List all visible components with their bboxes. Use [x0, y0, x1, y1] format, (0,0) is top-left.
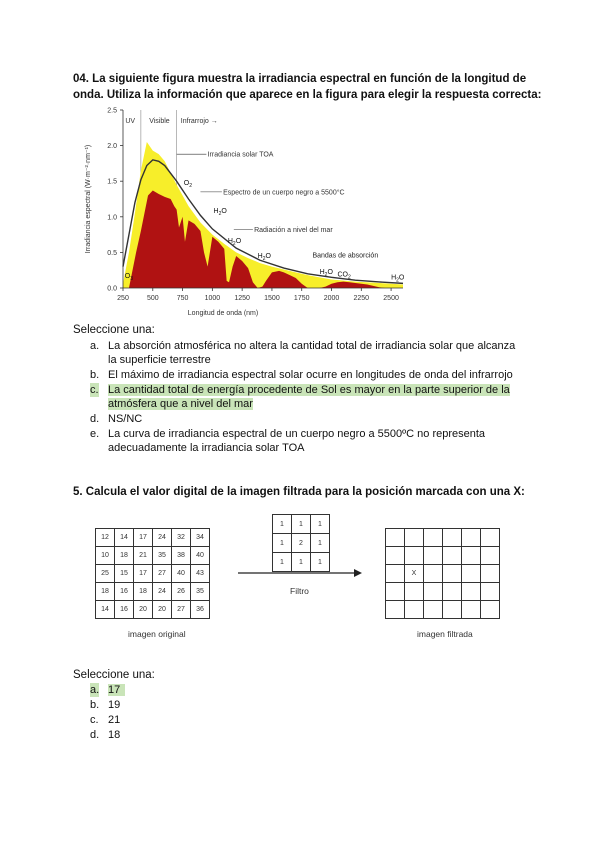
x-tick-label: 1500 [264, 295, 280, 302]
filtered-image-cell [405, 583, 424, 601]
region-label-visible: Visible [149, 118, 170, 125]
y-tick-label: 2.5 [107, 107, 117, 115]
question-4-prompt: Seleccione una: [73, 324, 155, 336]
x-tick-label: 750 [176, 295, 189, 302]
original-image-cell: 27 [172, 601, 191, 619]
x-tick-label: 2500 [383, 295, 399, 302]
x-tick-label: 500 [146, 295, 159, 302]
filter-kernel-cell: 2 [292, 534, 311, 553]
y-tick-label: 1.0 [107, 214, 117, 222]
filter-kernel-cell: 1 [273, 534, 292, 553]
filtered-image-cell [405, 601, 424, 619]
filter-kernel-cell: 1 [311, 553, 330, 572]
filter-kernel-cell: 1 [311, 515, 330, 534]
absorption-species-label: $H_2O$ [391, 274, 405, 284]
filtered-image-cell [462, 565, 481, 583]
original-image-cell: 32 [172, 529, 191, 547]
filtered-image-cell [481, 547, 500, 565]
absorption-species-label: $O_2$ [183, 179, 193, 189]
y-tick-label: 2.0 [107, 143, 117, 151]
original-image-cell: 20 [134, 601, 153, 619]
filtered-image-cell [443, 601, 462, 619]
question-4-option-e[interactable]: e. La curva de irradiancia espectral de un cuerpo negro a 5500ºC no representa adecuadamente la irradiancia solar TOA [90, 428, 486, 454]
filtered-image-cell [462, 583, 481, 601]
original-image-cell: 10 [96, 547, 115, 565]
annotation-blackbody: Espectro de un cuerpo negro a 5500°C [223, 189, 345, 197]
filtered-image-caption: imagen filtrada [417, 629, 473, 639]
x-tick-label: 1250 [234, 295, 250, 302]
absorption-species-label: $H_2O$ [213, 208, 227, 218]
original-image-cell: 18 [115, 547, 134, 565]
original-image-cell: 35 [153, 547, 172, 565]
y-tick-label: 0.0 [107, 285, 117, 293]
filtered-image-cell [424, 547, 443, 565]
original-image-cell: 17 [134, 529, 153, 547]
filtered-image-cell [462, 601, 481, 619]
filtered-image-cell [481, 601, 500, 619]
question-4-option-c-selected[interactable]: c. La cantidad total de energía procedente de Sol es mayor en la parte superior de la atmósfera que a nivel del mar [90, 384, 510, 410]
original-image-cell: 17 [134, 565, 153, 583]
x-tick-label: 250 [117, 295, 129, 302]
original-image-cell: 20 [153, 601, 172, 619]
region-label-infrared: Infrarrojo → [180, 118, 218, 125]
spectral-irradiance-chart [78, 104, 408, 320]
original-image-cell: 18 [134, 583, 153, 601]
filtered-image-cell [481, 583, 500, 601]
question-5-option-d[interactable]: d. 18 [90, 729, 121, 741]
y-axis-label: Irradiancia espectral (W·m⁻²·nm⁻¹) [85, 144, 92, 254]
x-tick-label: 2250 [353, 295, 370, 302]
x-axis-label: Longitud de onda (nm) [187, 310, 259, 317]
filtered-image-cell: X [405, 565, 424, 583]
filtered-image-cell [424, 601, 443, 619]
original-image-cell: 27 [153, 565, 172, 583]
filter-kernel-cell: 1 [273, 515, 292, 534]
question-5-option-a-selected[interactable]: a. 17 [90, 683, 210, 697]
x-tick-label: 1000 [204, 295, 221, 302]
filtered-image-cell [443, 565, 462, 583]
filter-kernel-cell: 1 [311, 534, 330, 553]
question-4-option-d[interactable]: d. NS/NC [90, 413, 143, 425]
filtered-image-cell [424, 583, 443, 601]
filtered-image-cell [424, 565, 443, 583]
annotation-absorption-bands: Bandas de absorción [312, 252, 379, 260]
x-tick-label: 2000 [323, 295, 340, 302]
arrow-right-icon [238, 568, 362, 578]
filtered-image-cell [481, 565, 500, 583]
filtered-image-cell [405, 547, 424, 565]
question-5-options [90, 683, 210, 743]
original-image-cell: 36 [191, 601, 210, 619]
filtered-image-cell [443, 583, 462, 601]
original-image-cell: 21 [134, 547, 153, 565]
filtered-image-cell [481, 529, 500, 547]
original-image-cell: 24 [153, 583, 172, 601]
absorption-species-label: $H_2O$ [319, 268, 333, 278]
question-4-option-a[interactable]: a. La absorción atmosférica no altera la cantidad total de irradiancia solar que alcanza la superficie terrestre [90, 340, 516, 366]
original-image-cell: 26 [172, 583, 191, 601]
original-image-cell: 25 [96, 565, 115, 583]
filtered-image-cell [462, 529, 481, 547]
original-image-cell: 34 [191, 529, 210, 547]
original-image-cell: 14 [115, 529, 134, 547]
question-4-title-line2: onda. Utiliza la información que aparece en la figura para elegir la respuesta correcta: [73, 89, 542, 101]
question-5-prompt: Seleccione una: [73, 669, 155, 681]
filtered-image-grid [385, 528, 500, 619]
annotation-toa: Irradiancia solar TOA [207, 151, 274, 159]
original-image-cell: 40 [172, 565, 191, 583]
question-5-option-c[interactable]: c. 21 [90, 714, 121, 726]
question-4-options [90, 339, 530, 456]
filtered-image-cell [386, 583, 405, 601]
filtered-image-cell [386, 565, 405, 583]
question-5-option-b[interactable]: b. 19 [90, 699, 121, 711]
original-image-cell: 15 [115, 565, 134, 583]
original-image-caption: imagen original [128, 629, 186, 639]
filtered-image-cell [386, 547, 405, 565]
question-4-title-line1: 04. La siguiente figura muestra la irradiancia espectral en función de la longitud de [73, 73, 527, 85]
y-tick-label: 0.5 [107, 249, 117, 257]
region-label-uv: UV [125, 118, 136, 125]
filtered-image-cell [386, 529, 405, 547]
x-tick-label: 1750 [293, 295, 310, 302]
absorption-species-label: $O_3$ [124, 273, 134, 283]
absorption-species-label: $H_2O$ [257, 253, 271, 263]
filtered-image-cell [424, 529, 443, 547]
filtered-image-cell [443, 547, 462, 565]
absorption-species-label: $H_2O$ [227, 238, 242, 248]
filtered-image-cell [443, 529, 462, 547]
question-4-option-b[interactable]: b. El máximo de irradiancia espectral solar ocurre en longitudes de onda del infrarrojo [90, 369, 513, 381]
question-5-title: 5. Calcula el valor digital de la imagen filtrada para la posición marcada con una X: [73, 486, 525, 498]
filter-kernel-cell: 1 [273, 553, 292, 572]
original-image-grid [95, 528, 210, 619]
filter-kernel-cell: 1 [292, 515, 311, 534]
original-image-cell: 16 [115, 583, 134, 601]
absorption-species-label: $CO_2$ [337, 271, 351, 281]
annotation-sea-level: Radiación a nivel del mar [254, 227, 333, 235]
original-image-cell: 40 [191, 547, 210, 565]
original-image-cell: 35 [191, 583, 210, 601]
filter-caption: Filtro [290, 586, 309, 596]
original-image-cell: 16 [115, 601, 134, 619]
original-image-cell: 43 [191, 565, 210, 583]
original-image-cell: 14 [96, 601, 115, 619]
filtered-image-cell [462, 547, 481, 565]
original-image-cell: 12 [96, 529, 115, 547]
original-image-cell: 24 [153, 529, 172, 547]
y-tick-label: 1.5 [107, 178, 117, 186]
filter-kernel-grid [272, 514, 330, 572]
filtered-image-cell [405, 529, 424, 547]
original-image-cell: 38 [172, 547, 191, 565]
filtered-image-cell [386, 601, 405, 619]
filter-kernel-cell: 1 [292, 553, 311, 572]
original-image-cell: 18 [96, 583, 115, 601]
